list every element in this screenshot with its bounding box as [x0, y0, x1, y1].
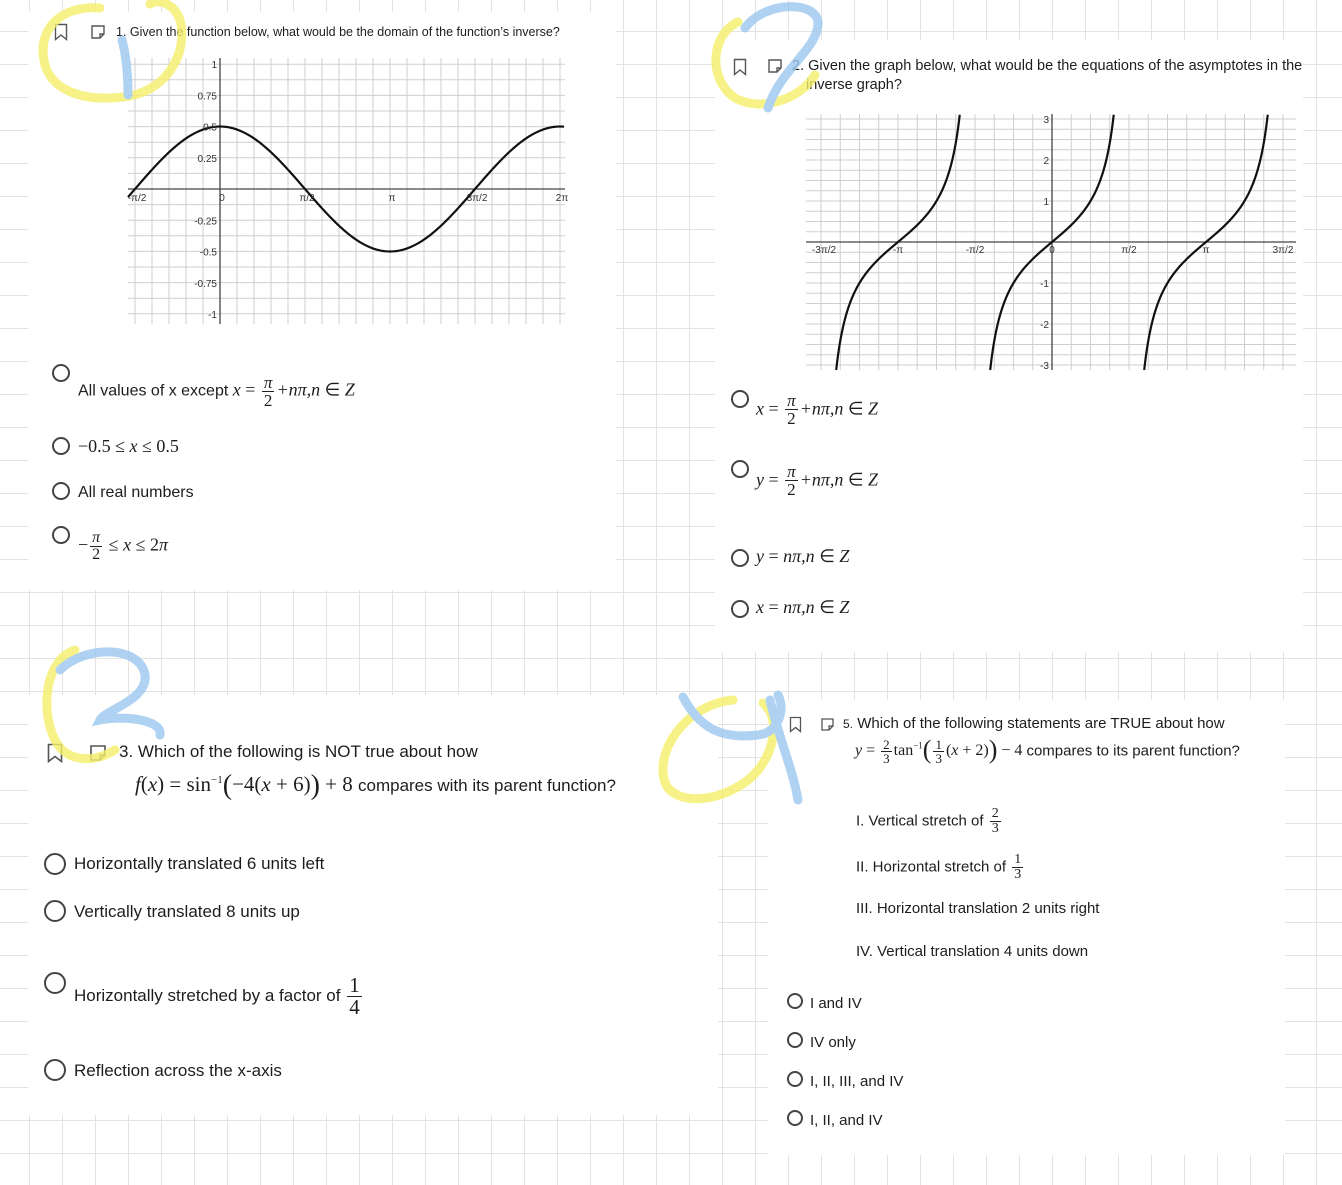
q1-y-tick: 0.25: [197, 153, 217, 165]
q1-option-2-radio[interactable]: [52, 437, 70, 455]
q3-question: 3. Which of the following is NOT true about how $f(x) = \sin^{-1}(-4(x + 6)) + 8$ compares with its parent function?: [119, 742, 616, 801]
q5-option-1-radio[interactable]: [787, 993, 803, 1009]
comment-icon[interactable]: [820, 717, 835, 732]
q5-equation: y = $\frac{2}{3}$ $\tan^{-1}$( $\frac{1}{3}$ (x + 2)) − 4: [855, 735, 1027, 767]
q5-option-1[interactable]: I and IV: [810, 995, 862, 1012]
q2-x-tick: -3π/2: [811, 245, 837, 256]
q2-option-2-radio[interactable]: [731, 460, 749, 478]
q5-option-3[interactable]: I, II, III, and IV: [810, 1073, 904, 1090]
q2-option-4-radio[interactable]: [731, 600, 749, 618]
q5-option-2-radio[interactable]: [787, 1032, 803, 1048]
q1-y-tick: 1: [211, 60, 217, 71]
q3-option-1-radio[interactable]: [44, 853, 66, 875]
q3-option-1[interactable]: Horizontally translated 6 units left: [74, 854, 325, 873]
q2-option-1-radio[interactable]: [731, 390, 749, 408]
q5-question: 5. Which of the following statements are TRUE about how y = $\frac{2}{3}$ $\tan^{-1}$( $\frac{1}{3}$ (x + 2)) − 4 compares to its parent function?: [843, 715, 1240, 767]
q2-tangent-graph: [806, 114, 1296, 370]
q3-option-4-radio[interactable]: [44, 1059, 66, 1081]
q1-y-tick: -0.25: [194, 216, 217, 228]
q1-x-tick: π/2: [299, 193, 315, 204]
q3-option-4[interactable]: Reflection across the x-axis: [74, 1061, 282, 1080]
q2-y-tick: -2: [1040, 320, 1049, 331]
q2-option-4[interactable]: x = nπ,n ∈ Z: [756, 597, 850, 617]
q1-option-3[interactable]: All real numbers: [78, 484, 194, 501]
q2-y-tick: 1: [1043, 197, 1049, 208]
q1-option-4-radio[interactable]: [52, 526, 70, 544]
q1-y-tick: -1: [208, 310, 217, 321]
q2-x-tick: π/2: [1121, 245, 1137, 256]
q1-x-tick: π: [388, 193, 396, 204]
q1-option-4[interactable]: − $\frac{\pi}{2}$ ≤ x ≤ 2π: [78, 529, 168, 563]
q2-x-tick: 3π/2: [1272, 245, 1294, 256]
q1-option-2[interactable]: −0.5 ≤ x ≤ 0.5: [78, 436, 179, 456]
q2-option-3-radio[interactable]: [731, 549, 749, 567]
q1-x-tick: 3π/2: [466, 193, 488, 204]
q2-y-tick: 2: [1043, 156, 1049, 167]
q1-x-tick: 0: [219, 193, 225, 204]
q3-option-2[interactable]: Vertically translated 8 units up: [74, 902, 300, 921]
handwritten-annotation-4: [648, 685, 808, 810]
q5-option-4[interactable]: I, II, and IV: [810, 1112, 883, 1129]
q2-x-tick: π: [1202, 245, 1210, 256]
q5-statement-1: I. Vertical stretch of $\frac{2}{3}$: [856, 806, 999, 836]
q2-option-3[interactable]: y = nπ,n ∈ Z: [756, 546, 850, 566]
q2-option-1[interactable]: x = $\frac{\pi}{2}$ +nπ,n ∈ Z: [756, 391, 879, 428]
q1-y-tick: 0.75: [197, 91, 217, 103]
q1-x-tick: 2π: [555, 193, 569, 204]
q1-y-tick: 0.5: [203, 122, 217, 134]
q1-x-tick: -π/2: [127, 193, 147, 204]
q5-statement-3: III. Horizontal translation 2 units right: [856, 900, 1100, 917]
q2-x-tick: -π: [892, 245, 904, 256]
handwritten-annotation-3: [35, 640, 175, 770]
q2-y-tick: -3: [1040, 361, 1049, 372]
q5-statement-2: II. Horizontal stretch of $\frac{1}{3}$: [856, 852, 1022, 882]
q5-option-4-radio[interactable]: [787, 1110, 803, 1126]
q2-y-tick: 3: [1043, 115, 1049, 126]
q1-y-tick: -0.5: [199, 247, 217, 259]
q1-option-3-radio[interactable]: [52, 482, 70, 500]
q1-question: 1. Given the function below, what would be the domain of the function’s inverse?: [116, 25, 560, 39]
q3-option-3[interactable]: Horizontally stretched by a factor of $\frac{1}{4}$: [74, 973, 360, 1019]
q1-option-1-radio[interactable]: [52, 364, 70, 382]
q2-x-tick: -π/2: [965, 245, 985, 256]
q5-statement-4: IV. Vertical translation 4 units down: [856, 943, 1089, 960]
handwritten-annotation-2: [700, 0, 835, 115]
handwritten-annotation-1: [30, 0, 200, 115]
q1-option-1-prefix: All values of x except: [78, 382, 233, 400]
q5-option-2[interactable]: IV only: [810, 1034, 856, 1051]
q5-option-3-radio[interactable]: [787, 1071, 803, 1087]
q2-x-tick: 0: [1049, 245, 1055, 256]
q2-question: 2. Given the graph below, what would be the equations of the asymptotes in the inverse graph?: [792, 58, 1303, 93]
q1-y-tick: -0.75: [194, 278, 217, 290]
q3-equation: $f(x) = \sin^{-1}(-4(x + 6)) + 8$: [135, 770, 358, 801]
q3-option-2-radio[interactable]: [44, 900, 66, 922]
q2-y-tick: -1: [1040, 279, 1049, 290]
q2-option-2[interactable]: y = $\frac{\pi}{2}$ +nπ,n ∈ Z: [756, 462, 879, 499]
q3-option-3-radio[interactable]: [44, 972, 66, 994]
q1-option-1[interactable]: All values of x except x = $\frac{\pi}{2}$ +nπ,n ∈ Z: [78, 373, 355, 410]
